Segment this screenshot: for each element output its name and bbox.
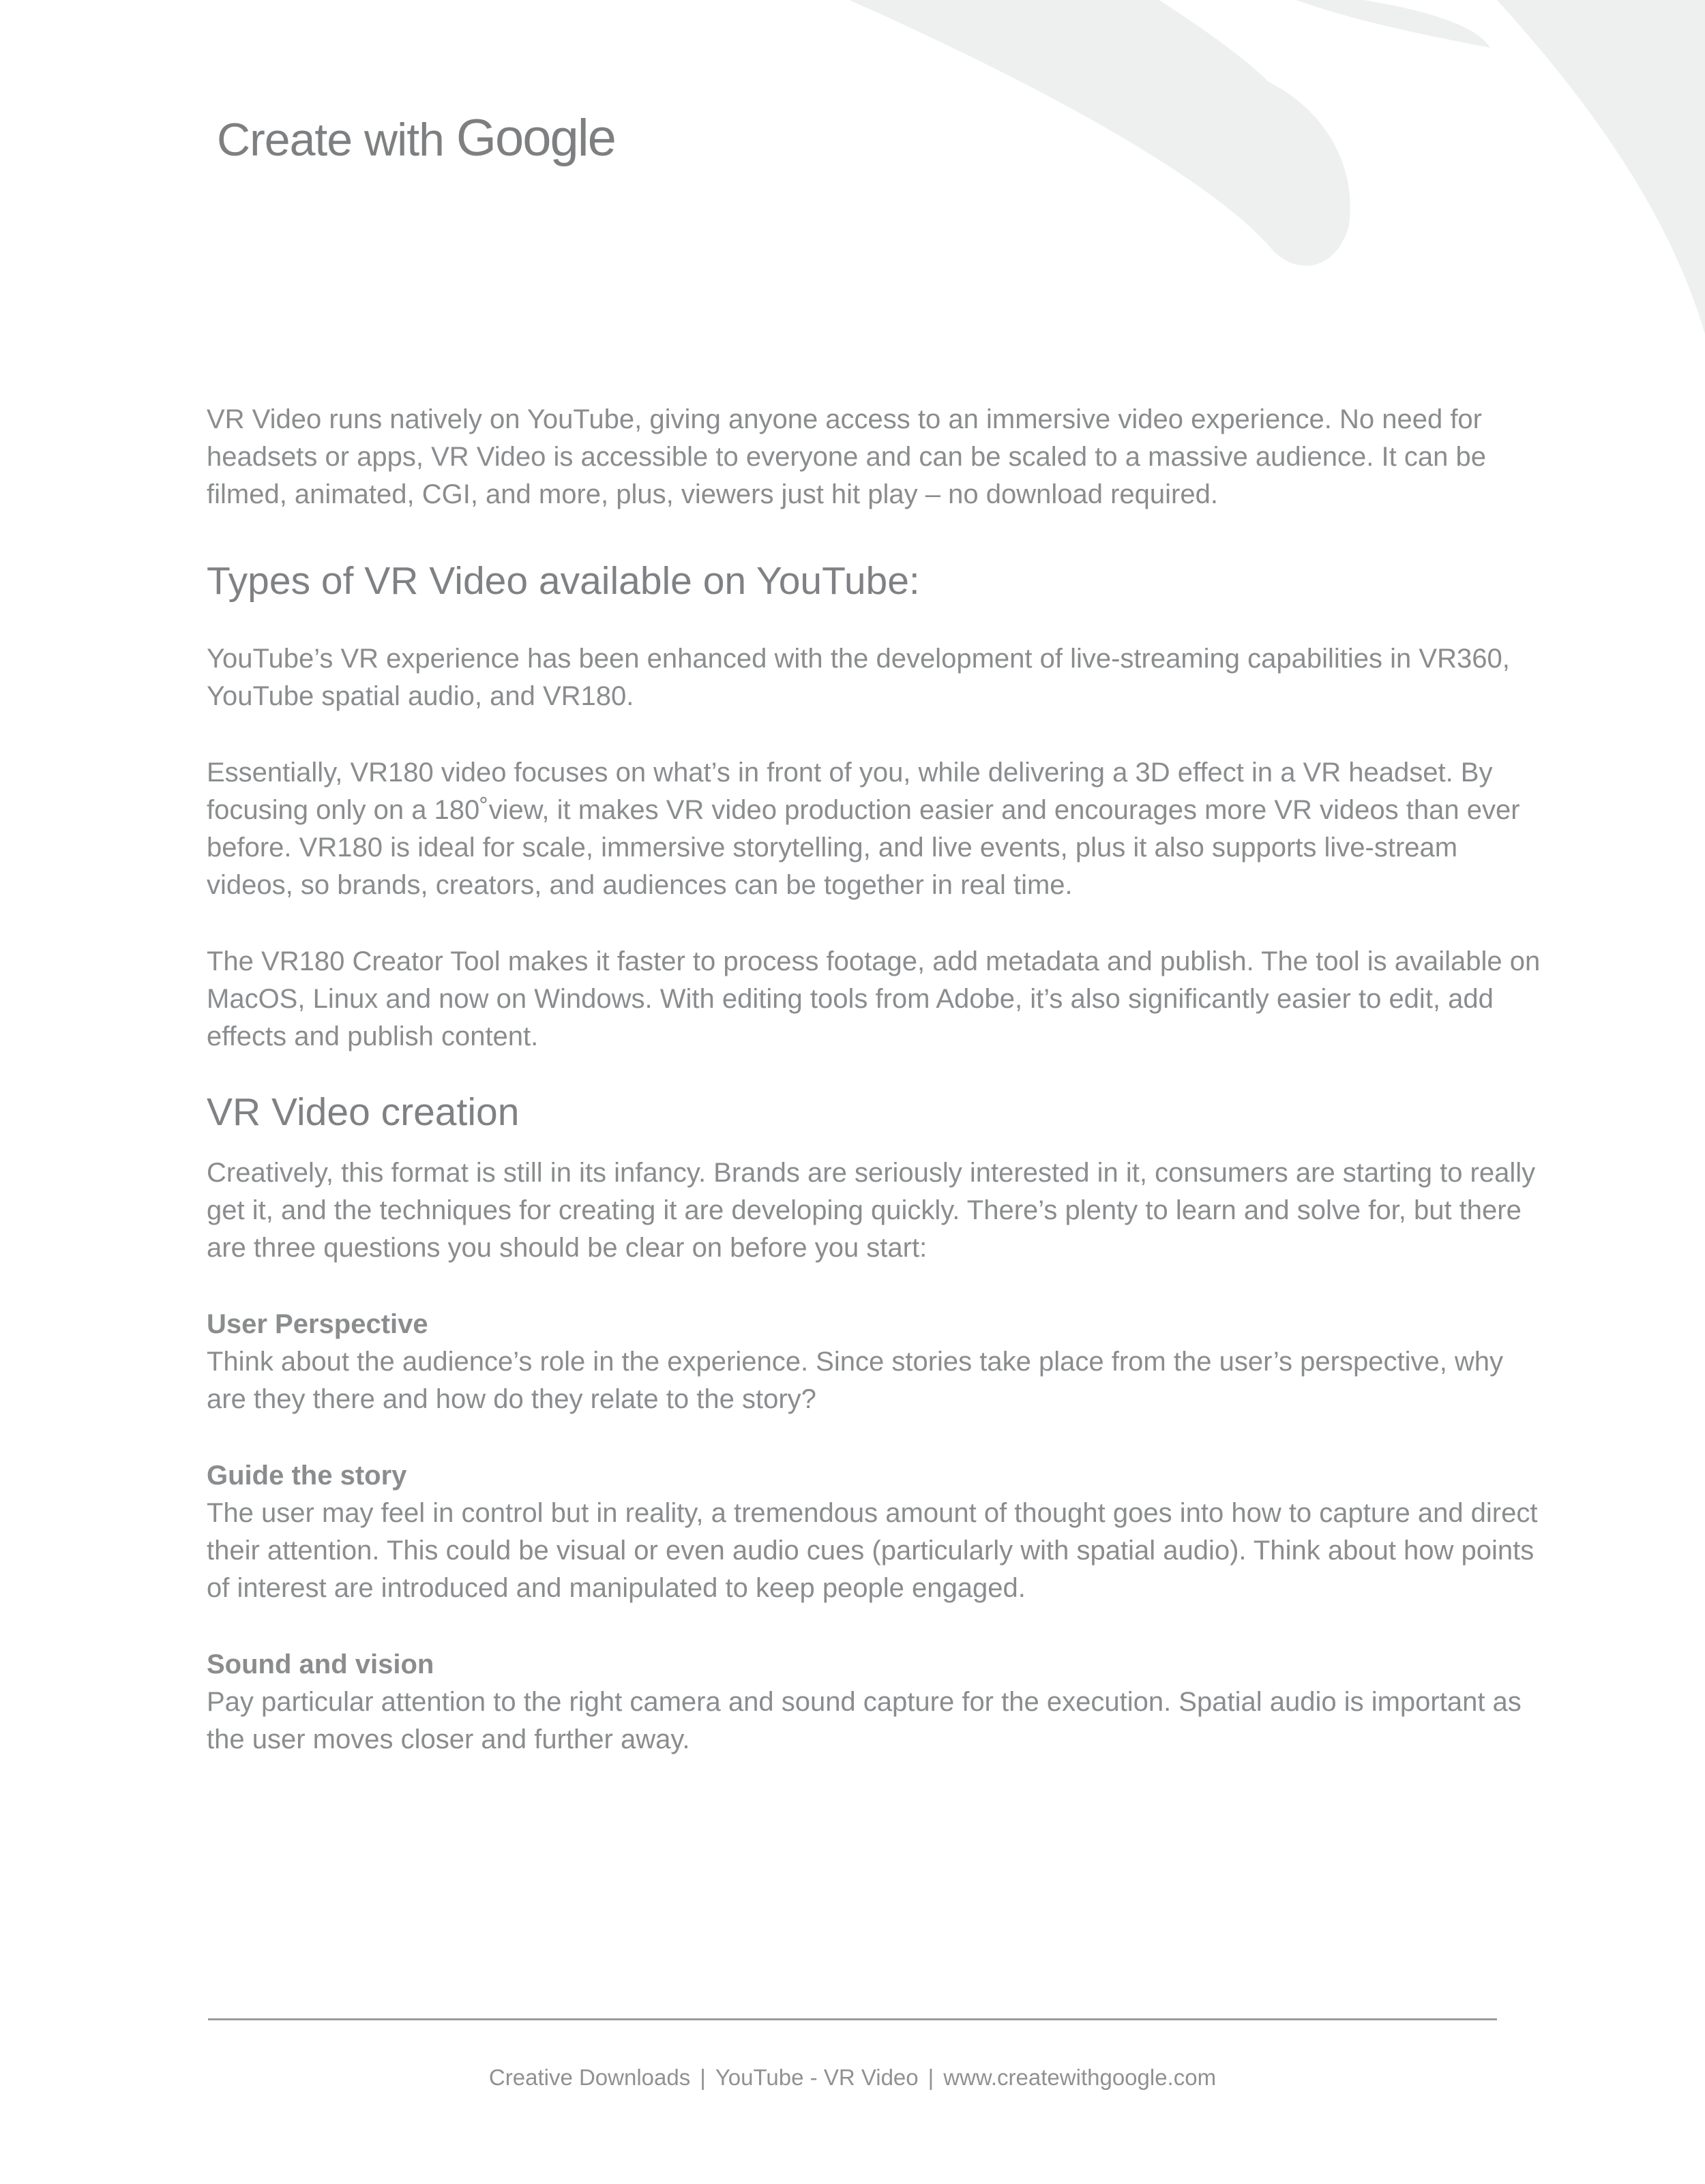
create-with-google-logo [217,109,615,167]
leaf-shape-large [849,0,1350,266]
creation-paragraph: Creatively, this format is still in its infancy. Brands are seriously interested in it, consumers are starting to really get it, and the techniques for creating it are developing quickly. There’s plenty to learn and solve for, but there are three questions you should be clear on before you start: [207,1158,1536,1263]
heading-types: Types of VR Video available on YouTube: [207,559,920,603]
footer [0,2065,1705,2091]
subsection-title: Sound and vision [207,1649,434,1679]
subsection-title: Guide the story [207,1461,407,1491]
footer-separator: | [700,2065,706,2090]
types-paragraph-3: The VR180 Creator Tool makes it faster to process footage, add metadata and publish. The tool is available on MacOS, Linux and now on Windows. With editing tools from Adobe, it’s also significantly easier to edit, add effects and publish content. [207,946,1541,1051]
heading-creation: VR Video creation [207,1090,520,1134]
subsection-title: User Perspective [207,1309,428,1339]
leaf-shape-small [1296,0,1490,48]
subsection-body: Pay particular attention to the right camera and sound capture for the execution. Spatial audio is important as the user moves closer and further away. [207,1687,1522,1754]
subsection-body: The user may feel in control but in reality, a tremendous amount of thought goes into how to capture and direct their attention. This could be visual or even audio cues (particularly with spatial audio). Think about how points of interest are introduced and manipulated to keep people engaged. [207,1498,1538,1603]
types-paragraph-2: Essentially, VR180 video focuses on what’s in front of you, while delivering a 3D effect in a VR headset. By focusing only on a 180˚view, it makes VR video production easier and encourages more VR videos than ever before. VR180 is ideal for scale, immersive storytelling, and live events, plus it also supports live-stream videos, so brands, creators, and audiences can be together in real time. [207,758,1520,900]
decorative-leaf-shapes [0,0,1705,382]
intro-paragraph: VR Video runs natively on YouTube, giving anyone access to an immersive video experience. No need for headsets or apps, VR Video is accessible to everyone and can be scaled to a massive audience. It can be filmed, animated, CGI, and more, plus, viewers just hit play – no download required. [207,404,1486,509]
footer-label-topic: YouTube - VR Video [715,2065,919,2090]
document-body [207,401,1543,1759]
logo-prefix: Create with [217,114,444,166]
subsection-body: Think about the audience’s role in the experience. Since stories take place from the user’s perspective, why are they there and how do they relate to the story? [207,1347,1504,1414]
types-paragraph-1: YouTube’s VR experience has been enhanced with the development of live-streaming capabilities in VR360, YouTube spatial audio, and VR180. [207,644,1510,711]
footer-url-link[interactable]: www.createwithgoogle.com [943,2065,1217,2090]
footer-divider [208,2018,1497,2020]
footer-label-downloads: Creative Downloads [488,2065,691,2090]
leaf-shape-right [1497,0,1705,334]
logo-brand: Google [456,109,615,167]
footer-separator: | [928,2065,934,2090]
